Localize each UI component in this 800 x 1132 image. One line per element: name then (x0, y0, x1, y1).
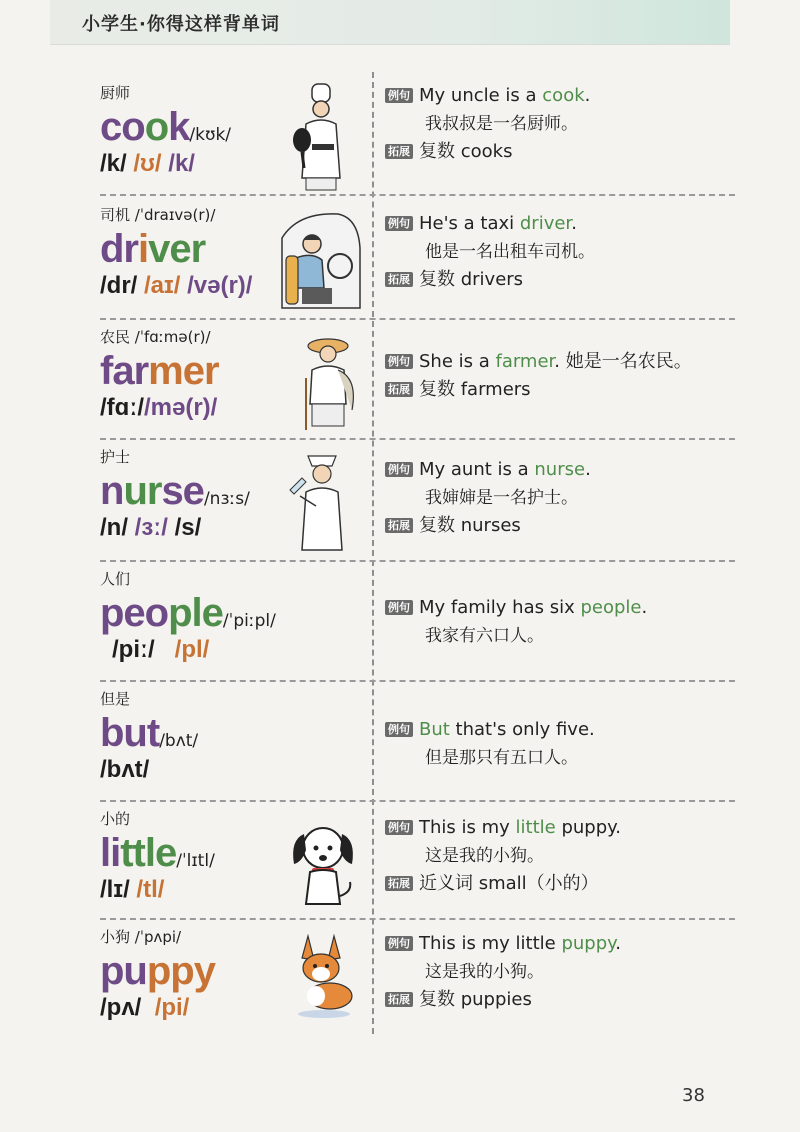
phonics-breakdown: /k/ /ʊ/ /k/ (100, 150, 195, 177)
extend-tag: 拓展 (385, 992, 413, 1007)
phonics-breakdown: /fɑː//mə(r)/ (100, 394, 218, 421)
puppy-icon (286, 816, 360, 908)
row-separator (100, 438, 735, 440)
headword: but (100, 711, 160, 755)
word-meaning: 厨师 (100, 84, 131, 102)
example-sentence: 例句 My uncle is a cook. (385, 82, 735, 110)
phonics-breakdown: /bʌt/ (100, 756, 150, 783)
example-translation: 我婶婶是一名护士。 (425, 488, 578, 508)
example-translation: 我家有六口人。 (425, 626, 544, 646)
row-separator (100, 918, 735, 920)
word-meaning: 护士 (100, 448, 131, 466)
headword: little (100, 831, 177, 875)
extend-tag: 拓展 (385, 518, 413, 533)
example-translation: 但是那只有五口人。 (425, 748, 578, 768)
extension-note: 拓展 复数 farmers (385, 376, 735, 404)
ipa: /nɜːs/ (203, 489, 250, 509)
word-meaning: 小的 (100, 810, 131, 828)
headword: people (100, 591, 223, 635)
row-separator (100, 194, 735, 196)
example-sentence: 例句 My family has six people. (385, 594, 735, 622)
page-header (50, 0, 730, 45)
extend-tag: 拓展 (385, 272, 413, 287)
example-translation: 他是一名出租车司机。 (425, 242, 595, 262)
phonics-breakdown: /n/ /ɜː/ /s/ (100, 514, 202, 541)
ipa: /ˈpiːpl/ (222, 611, 276, 631)
phonics-breakdown: /piː/ /pl/ (112, 636, 210, 663)
ipa: /bʌt/ (159, 731, 199, 751)
driver-icon (278, 208, 364, 312)
ipa: /kʊk/ (189, 125, 232, 145)
page-number: 38 (682, 1085, 705, 1106)
extension-note: 拓展 复数 nurses (385, 512, 735, 540)
example-sentence: 例句 This is my little puppy. (385, 814, 735, 842)
book-title: 小学生·你得这样背单词 (82, 14, 280, 35)
example-translation: 这是我的小狗。 (425, 962, 544, 982)
headword: farmer (100, 349, 219, 393)
extension-note: 拓展 近义词 small（小的） (385, 870, 735, 898)
example-tag: 例句 (385, 88, 413, 103)
example-translation: 我叔叔是一名厨师。 (425, 114, 578, 134)
headword: driver (100, 227, 206, 271)
phonics-breakdown: /pʌ/ /pi/ (100, 994, 190, 1021)
extend-tag: 拓展 (385, 144, 413, 159)
chef-icon (292, 82, 352, 194)
example-tag: 例句 (385, 936, 413, 951)
example-tag: 例句 (385, 722, 413, 737)
headword: cook (100, 105, 190, 149)
farmer-icon (296, 334, 360, 432)
example-tag: 例句 (385, 462, 413, 477)
example-sentence: 例句 This is my little puppy. (385, 930, 735, 958)
corgi-icon (286, 930, 358, 1022)
nurse-icon (284, 450, 362, 554)
example-translation: 这是我的小狗。 (425, 846, 544, 866)
example-sentence: 例句 But that's only five. (385, 716, 735, 744)
extend-tag: 拓展 (385, 382, 413, 397)
headword: nurse (100, 469, 204, 513)
extension-note: 拓展 复数 puppies (385, 986, 735, 1014)
row-separator (100, 800, 735, 802)
example-tag: 例句 (385, 820, 413, 835)
phonics-breakdown: /lɪ/ /tl/ (100, 876, 165, 903)
ipa: /ˈlɪtl/ (176, 851, 215, 871)
row-separator (100, 560, 735, 562)
word-meaning: 小狗 /ˈpʌpi/ (100, 928, 182, 946)
extension-note: 拓展 复数 cooks (385, 138, 735, 166)
example-sentence: 例句 She is a farmer. 她是一名农民。 (385, 348, 735, 376)
word-meaning: 人们 (100, 570, 131, 588)
row-separator (100, 318, 735, 320)
word-meaning: 司机 /ˈdraɪvə(r)/ (100, 206, 216, 224)
example-sentence: 例句 He's a taxi driver. (385, 210, 735, 238)
extension-note: 拓展 复数 drivers (385, 266, 735, 294)
example-tag: 例句 (385, 600, 413, 615)
phonics-breakdown: /dr/ /aɪ/ /və(r)/ (100, 272, 253, 299)
headword: puppy (100, 949, 215, 993)
column-divider (372, 72, 374, 1034)
example-tag: 例句 (385, 354, 413, 369)
row-separator (100, 680, 735, 682)
word-meaning: 但是 (100, 690, 131, 708)
example-sentence: 例句 My aunt is a nurse. (385, 456, 735, 484)
example-tag: 例句 (385, 216, 413, 231)
extend-tag: 拓展 (385, 876, 413, 891)
word-meaning: 农民 /ˈfɑːmə(r)/ (100, 328, 211, 346)
